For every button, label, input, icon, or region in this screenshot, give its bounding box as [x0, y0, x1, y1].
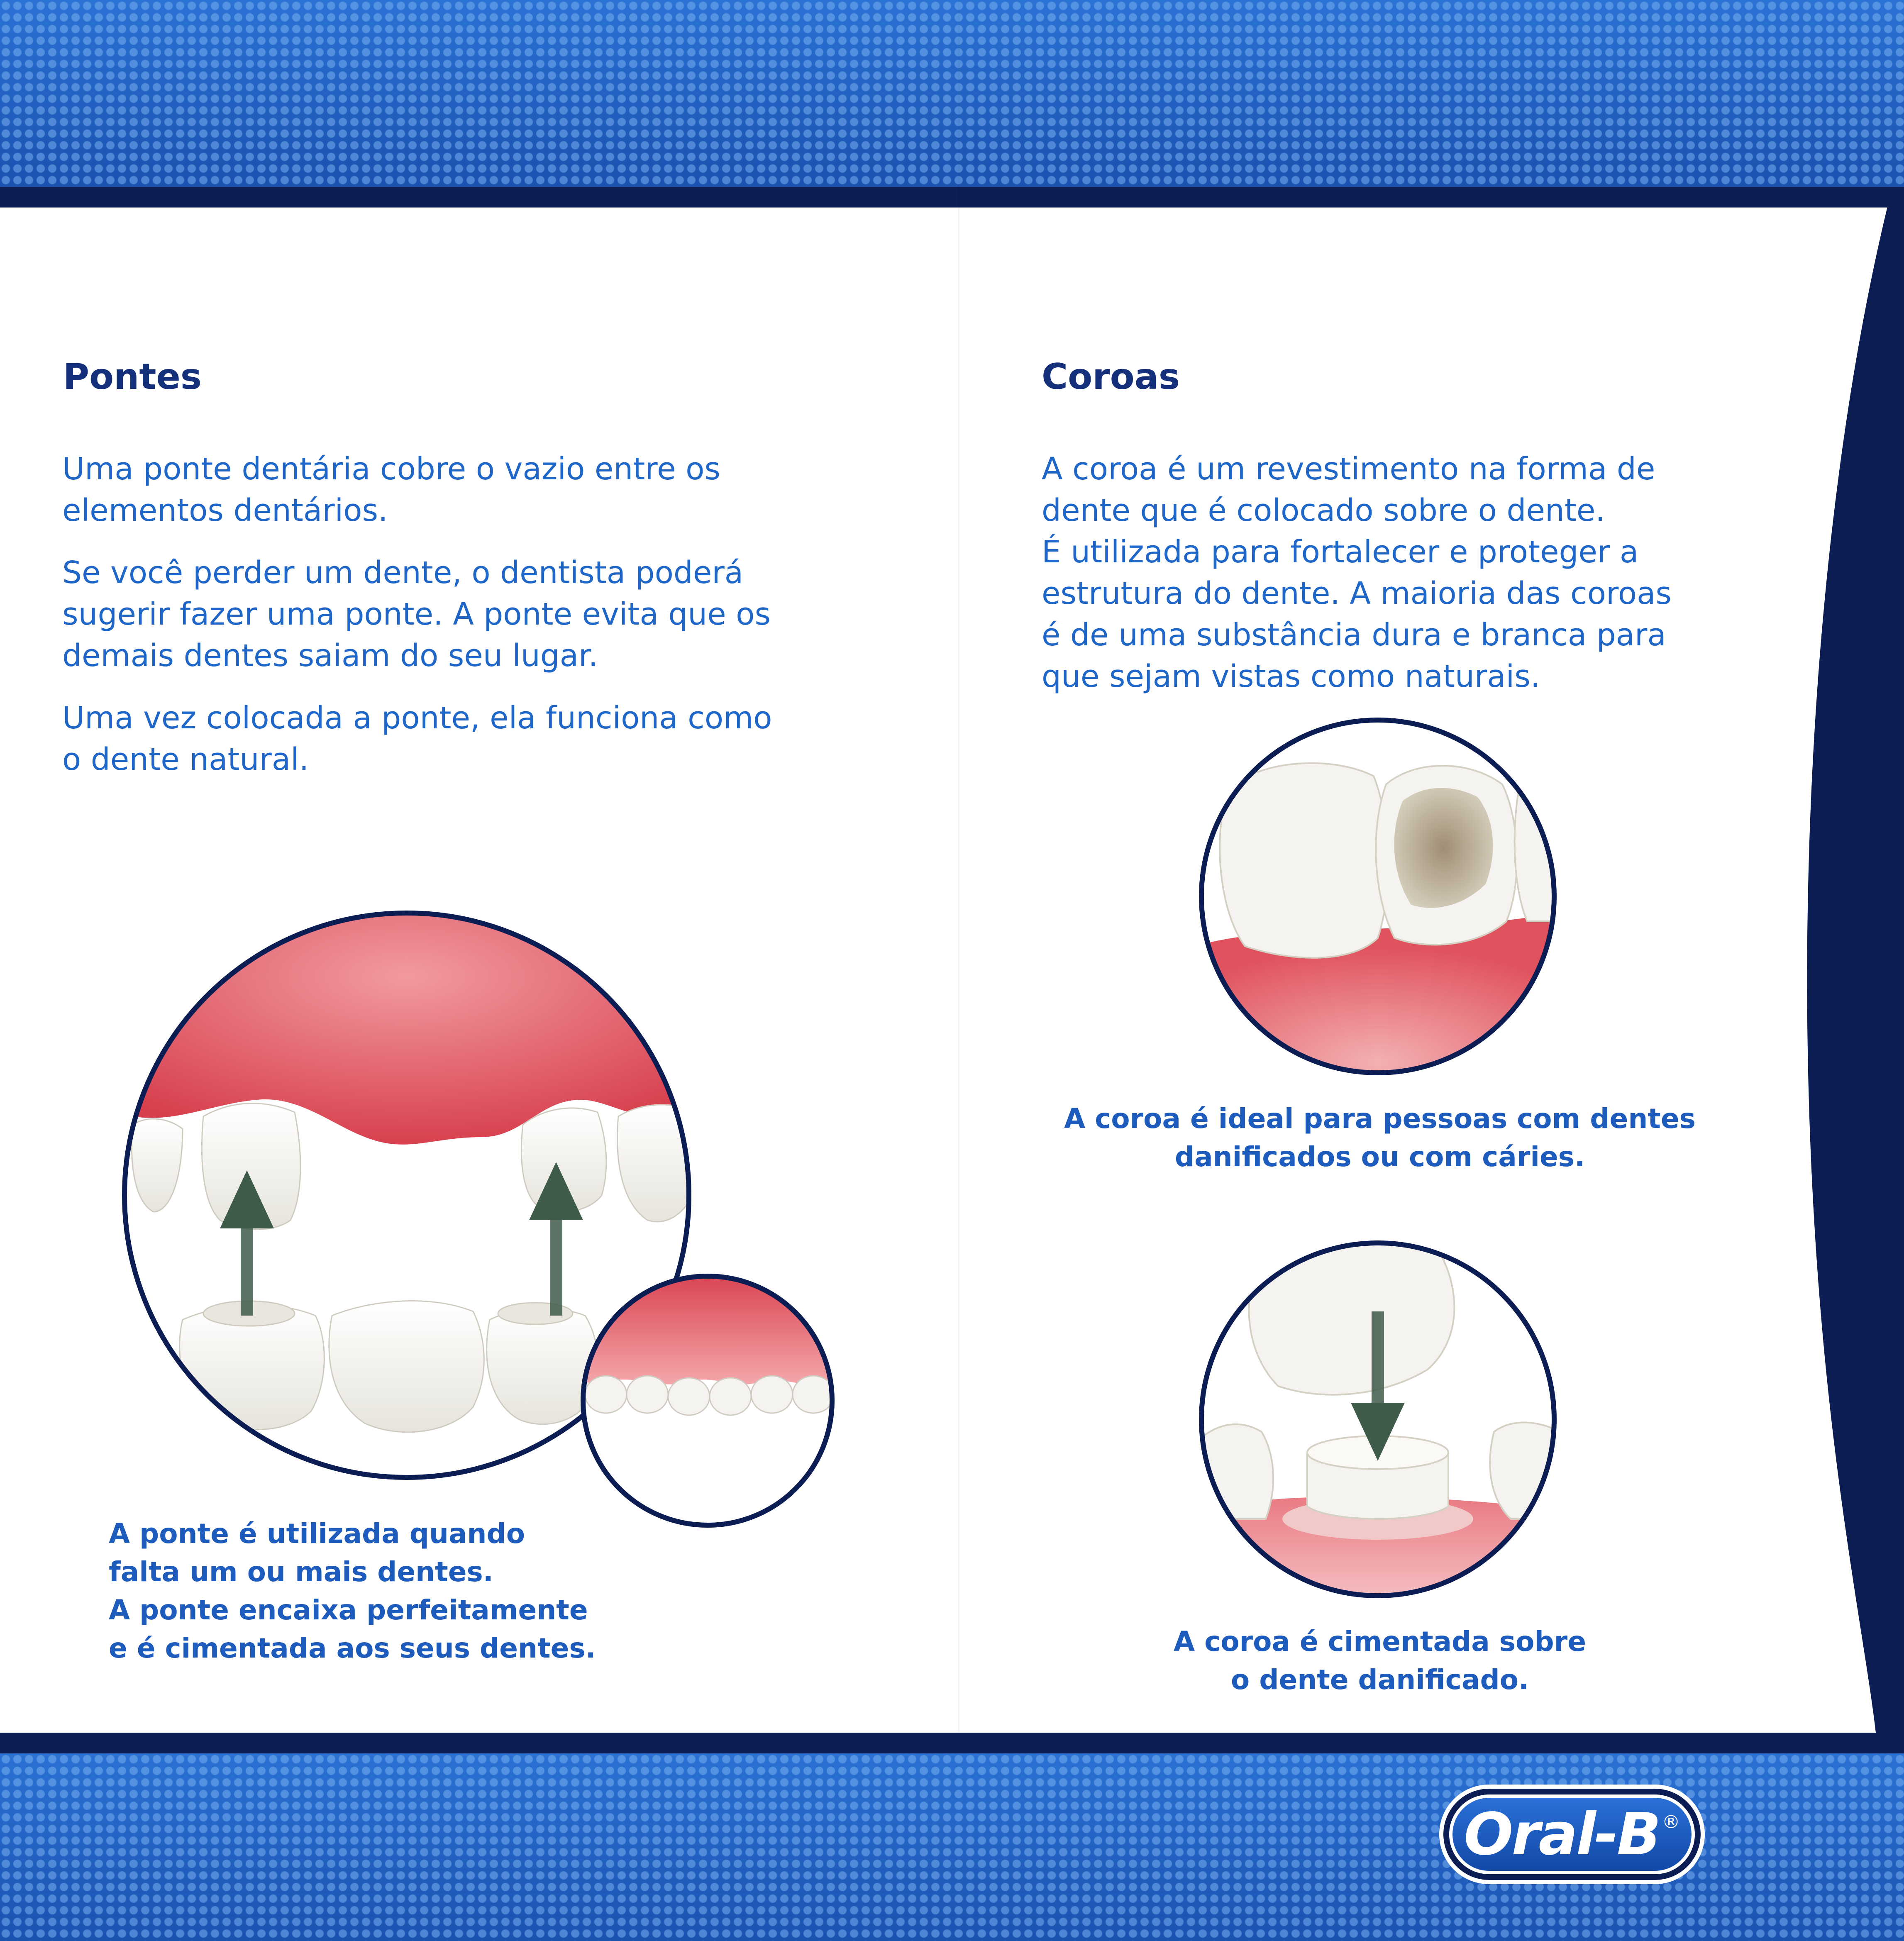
- coroas-caption-1: A coroa é ideal para pessoas com dentes danificados ou com cáries.: [1064, 1103, 1696, 1173]
- pontes-paragraph-3: Uma vez colocada a ponte, ela funciona como o dente natural.: [62, 700, 772, 777]
- pontes-caption: A ponte é utilizada quando falta um ou mais dentes. A ponte encaixa perfeitamente e é cimentada aos seus dentes.: [109, 1518, 596, 1664]
- coroas-heading: Coroas: [1042, 356, 1180, 398]
- registered-mark: ®: [1662, 1811, 1680, 1833]
- oral-b-logo: [1439, 1785, 1705, 1884]
- coroas-paragraph: A coroa é um revestimento na forma de dente que é colocado sobre o dente. É utilizada para fortalecer e proteger a estrutura do dente. A maioria das coroas é de uma substância dura e branca para que sejam vistas como naturais.: [1042, 451, 1672, 694]
- pontes-paragraph-1: Uma ponte dentária cobre o vazio entre os elementos dentários.: [62, 451, 720, 528]
- page-fold-line: [958, 0, 959, 1941]
- logo-text: Oral-B: [1464, 1800, 1660, 1868]
- pontes-paragraph-2: Se você perder um dente, o dentista poderá sugerir fazer uma ponte. A ponte evita que os demais dentes saiam do seu lugar.: [62, 555, 771, 674]
- crown-piece: [1249, 1240, 1455, 1395]
- coroas-caption-2: A coroa é cimentada sobre o dente danificado.: [1174, 1626, 1586, 1696]
- damaged-tooth-illustration: [1195, 714, 1560, 1079]
- bottom-divider: [0, 1733, 1904, 1753]
- pontes-heading: Pontes: [63, 356, 202, 398]
- crown-placement-illustration: [1195, 1237, 1560, 1602]
- bridge-inset-illustration: [577, 1270, 838, 1531]
